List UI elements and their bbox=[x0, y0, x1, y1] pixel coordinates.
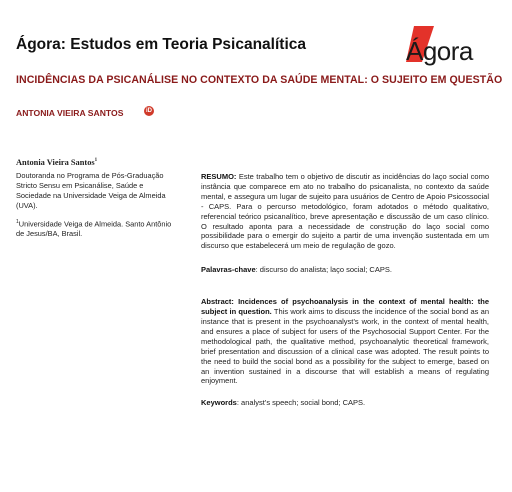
orcid-icon[interactable]: iD bbox=[146, 108, 152, 114]
abstract-pt-label: RESUMO: bbox=[201, 172, 237, 181]
affiliation-description: Doutoranda no Programa de Pós-Graduação Stricto Sensu em Psicanálise, Saúde e Sociedade na Universidade Veiga de Almeida (UVA). bbox=[16, 170, 166, 210]
abstract-en-label: Abstract: Incidences of psychoanalysis in the context of mental health: the subject in question. bbox=[201, 297, 489, 317]
keywords-en: Keywords: analyst’s speech; social bond; CAPS. bbox=[201, 398, 366, 408]
author-name: ANTONIA VIEIRA SANTOS bbox=[16, 108, 124, 118]
affiliation-institution: $^1$Universidade Veiga de Almeida. Santo Antônio de Jesus/BA, Brasil. bbox=[16, 218, 172, 239]
keywords-pt-label: Palavras-chave bbox=[201, 265, 256, 275]
affiliation-name: Antonia Vieira Santos$^1$ bbox=[16, 157, 98, 167]
abstract-en: Abstract: Incidences of psychoanalysis in the context of mental health: the subject in question. This work aims to discuss the incidence of the social bond as an instance that is present in the psychoanalyst’s work, in the context of mental health, and ensures a place of subject for users of the Psychosocial Support Center. For the methodological path, the qualitative method, psychoanalytic theoretical framework, brief presentation and discussion of a clinical case was adopted. The result points to the need to build the social bond as a possibility for the subject to emerge, based on an invention sustained in a discourse that will establish a means of regulating enjoyment. bbox=[201, 297, 489, 386]
abstract-pt: RESUMO: Este trabalho tem o objetivo de discutir as incidências do laço social como instância que comparece em ato no trabalho do psicanalista, no contexto da saúde mental, e assegura um lugar de sujeito para usuários de Centro de Apoio Psicossocial - CAPS. Para o percurso metodológico, foram adotados o método qualitativo, referencial teórico psicanalítico, breve apresentação e discussão de um caso clínico. O resultado aponta para a necessidade de construção do laço social como possibilidade para o emergir do sujeito a partir de uma invenção sustentada em um discurso que estabelecerá um meio de regulação de gozo. bbox=[201, 172, 489, 251]
logo-text: Ágora bbox=[406, 36, 473, 66]
journal-title: Ágora: Estudos em Teoria Psicanalítica bbox=[16, 36, 306, 53]
keywords-pt: Palavras-chave: discurso do analista; laço social; CAPS. bbox=[201, 265, 392, 275]
abstract-column bbox=[201, 172, 489, 408]
journal-logo bbox=[400, 18, 496, 68]
keywords-en-label: Keywords bbox=[201, 398, 237, 408]
article-title: INCIDÊNCIAS DA PSICANÁLISE NO CONTEXTO DA SAÚDE MENTAL: O SUJEITO EM QUESTÃO bbox=[16, 74, 503, 86]
affiliation-block bbox=[16, 156, 178, 239]
